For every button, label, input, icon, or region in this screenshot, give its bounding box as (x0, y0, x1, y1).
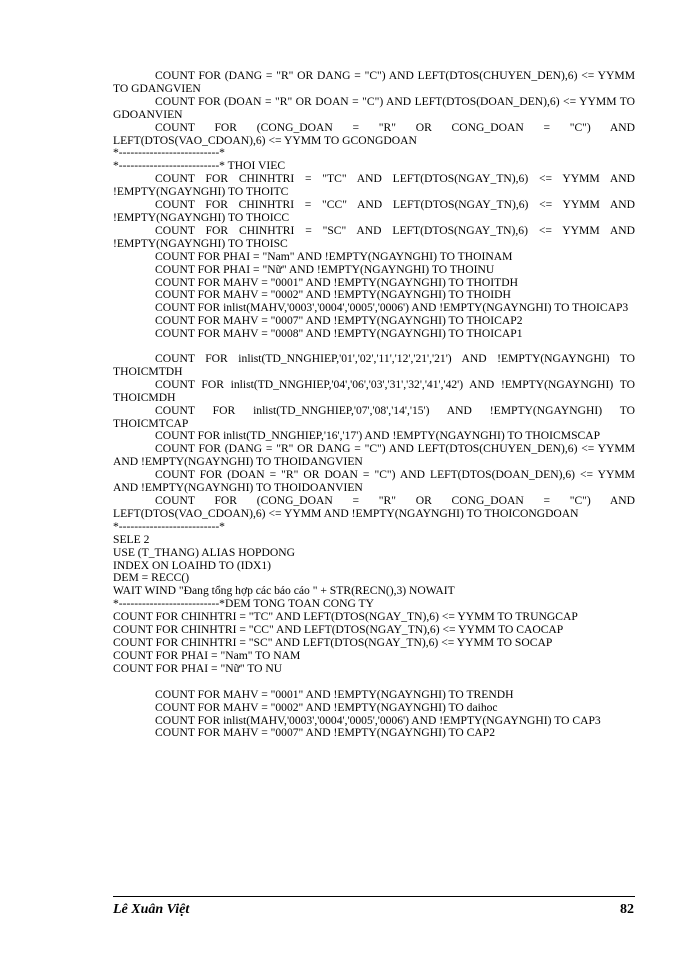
code-line: COUNT FOR (DOAN = "R" OR DOAN = "C") AND LEFT(DTOS(DOAN_DEN),6) <= YYMM AND !EMPTY(NGAYNGHI) TO THOIDOANVIEN (113, 468, 635, 495)
code-line: USE (T_THANG) ALIAS HOPDONG (113, 545, 295, 559)
code-line: COUNT FOR (DANG = "R" OR DANG = "C") AND LEFT(DTOS(CHUYEN_DEN),6) <= YYMM AND !EMPTY(NGAYNGHI) TO THOIDANGVIEN (113, 442, 635, 469)
code-line: COUNT FOR MAHV = "0002" AND !EMPTY(NGAYNGHI) TO daihoc (155, 700, 498, 714)
code-line: COUNT FOR MAHV = "0007" AND !EMPTY(NGAYNGHI) TO THOICAP2 (155, 314, 523, 328)
code-line: COUNT FOR CHINHTRI = "TC" AND LEFT(DTOS(NGAY_TN),6) <= YYMM TO TRUNGCAP (113, 610, 578, 624)
page-number: 82 (620, 902, 634, 917)
code-line: COUNT FOR PHAI = "Nữ" TO NU (113, 661, 283, 675)
code-line: COUNT FOR (CONG_DOAN = "R" OR CONG_DOAN = "C") AND LEFT(DTOS(VAO_CDOAN),6) <= YYMM AND !EMPTY(NGAYNGHI) TO THOICONGDOAN (113, 494, 635, 520)
code-line: SELE 2 (113, 532, 150, 546)
separator-comment: *--------------------------* (113, 519, 225, 533)
code-line: COUNT FOR PHAI = "Nam" AND !EMPTY(NGAYNGHI) TO THOINAM (155, 249, 513, 263)
code-line: COUNT FOR inlist(MAHV,'0003','0004','0005','0006') AND !EMPTY(NGAYNGHI) TO THOICAP3 (155, 301, 629, 315)
code-line: COUNT FOR (DOAN = "R" OR DOAN = "C") AND LEFT(DTOS(DOAN_DEN),6) <= YYMM TO GDOANVIEN (113, 94, 635, 121)
code-line: COUNT FOR inlist(TD_NNGHIEP,'04','06','03','31','32','41','42') AND !EMPTY(NGAYNGHI) TO THOICMDH (113, 377, 635, 404)
code-line: COUNT FOR PHAI = "Nữ" AND !EMPTY(NGAYNGHI) TO THOINU (155, 262, 495, 276)
code-line: DEM = RECC() (113, 571, 190, 585)
code-line: COUNT FOR CHINHTRI = "TC" AND LEFT(DTOS(NGAY_TN),6) <= YYMM AND !EMPTY(NGAYNGHI) TO THOITC (113, 172, 635, 199)
code-line: COUNT FOR CHINHTRI = "CC" AND LEFT(DTOS(NGAY_TN),6) <= YYMM TO CAOCAP (113, 623, 564, 637)
code-listing (113, 70, 635, 740)
code-line: COUNT FOR MAHV = "0007" AND !EMPTY(NGAYNGHI) TO CAP2 (155, 726, 496, 740)
code-line: COUNT FOR MAHV = "0008" AND !EMPTY(NGAYNGHI) TO THOICAP1 (155, 327, 523, 341)
code-line: COUNT FOR CHINHTRI = "CC" AND LEFT(DTOS(NGAY_TN),6) <= YYMM AND !EMPTY(NGAYNGHI) TO THOICC (113, 198, 635, 224)
code-line: COUNT FOR (CONG_DOAN = "R" OR CONG_DOAN = "C") AND LEFT(DTOS(VAO_CDOAN),6) <= YYMM TO GCONGDOAN (113, 120, 635, 147)
section-comment: *--------------------------*DEM TONG TOAN CONG TY (113, 597, 374, 611)
code-line: WAIT WIND "Đang tổng hợp các báo cáo " + STR(RECN(),3) NOWAIT (113, 584, 455, 598)
code-line: COUNT FOR inlist(TD_NNGHIEP,'07','08','14','15') AND !EMPTY(NGAYNGHI) TO THOICMTCAP (113, 403, 635, 430)
footer-divider (113, 896, 635, 897)
code-line: COUNT FOR CHINHTRI = "SC" AND LEFT(DTOS(NGAY_TN),6) <= YYMM AND !EMPTY(NGAYNGHI) TO THOISC (113, 223, 635, 250)
code-line: COUNT FOR MAHV = "0001" AND !EMPTY(NGAYNGHI) TO THOITDH (155, 275, 518, 289)
footer-author: Lê Xuân Việt (113, 902, 190, 917)
separator-comment: *--------------------------* (113, 146, 225, 160)
code-line: COUNT FOR inlist(TD_NNGHIEP,'01','02','11','12','21','21') AND !EMPTY(NGAYNGHI) TO THOICMTDH (113, 352, 635, 378)
section-comment: *--------------------------* THOI VIEC (113, 159, 286, 173)
code-line: COUNT FOR CHINHTRI = "SC" AND LEFT(DTOS(NGAY_TN),6) <= YYMM TO SOCAP (113, 635, 553, 649)
code-line: INDEX ON LOAIHD TO (IDX1) (113, 558, 271, 572)
code-line: COUNT FOR (DANG = "R" OR DANG = "C") AND LEFT(DTOS(CHUYEN_DEN),6) <= YYMM TO GDANGVIEN (113, 69, 635, 95)
code-line: COUNT FOR inlist(MAHV,'0003','0004','0005','0006') AND !EMPTY(NGAYNGHI) TO CAP3 (155, 713, 601, 727)
code-line: COUNT FOR PHAI = "Nam" TO NAM (113, 648, 301, 662)
code-line: COUNT FOR inlist(TD_NNGHIEP,'16','17') AND !EMPTY(NGAYNGHI) TO THOICMSCAP (155, 429, 601, 443)
code-line: COUNT FOR MAHV = "0002" AND !EMPTY(NGAYNGHI) TO THOIDH (155, 288, 511, 302)
code-line: COUNT FOR MAHV = "0001" AND !EMPTY(NGAYNGHI) TO TRENDH (155, 687, 514, 701)
